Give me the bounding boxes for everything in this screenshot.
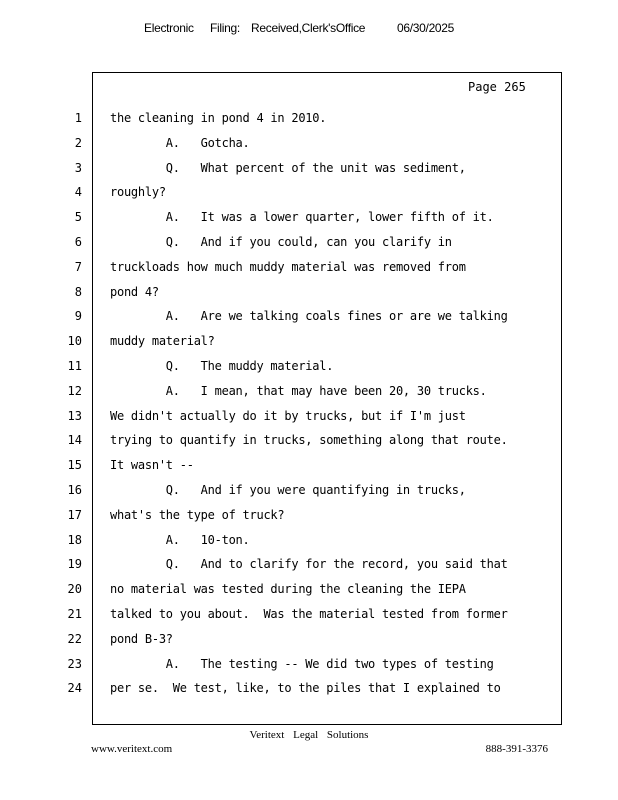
transcript-line: muddy material? [110,334,215,349]
transcript-line: We didn't actually do it by trucks, but if I'm just [110,408,466,423]
line-number: 16 [67,483,82,497]
transcript-line: Q. What percent of the unit was sediment, [110,160,466,175]
transcript-line: pond B-3? [110,631,173,646]
filing-label-received: Received,Clerk'sOffice [251,21,366,35]
line-number: 20 [67,582,82,597]
footer-website: www.veritext.com [91,743,173,755]
transcript-line: Q. And if you could, can you clarify in [110,235,452,249]
page-number: Page 265 [468,80,526,94]
transcript-line: Q. And if you were quantifying in trucks, [110,483,466,497]
transcript-line: A. 10-ton. [110,532,250,547]
line-number: 7 [74,259,82,274]
footer-phone: 888-391-3376 [485,743,548,755]
line-number: 13 [67,408,82,423]
line-number: 11 [67,359,82,373]
footer-company: Veritext Legal Solutions [249,729,369,741]
filing-label-electronic: Electronic [144,21,194,35]
transcript-line: roughly? [110,185,166,200]
line-number: 15 [67,458,82,473]
line-number: 12 [67,383,82,398]
transcript-line: A. Gotcha. [110,135,250,150]
line-number: 9 [74,309,82,324]
transcript-line: Q. The muddy material. [110,359,334,373]
line-number: 17 [67,507,82,522]
transcript-line: A. It was a lower quarter, lower fifth of it. [110,210,494,225]
line-number: 5 [74,210,82,225]
transcript-line: truckloads how much muddy material was removed from [110,259,466,274]
line-number: 22 [67,631,82,646]
transcript-line: It wasn't -- [110,458,194,473]
transcript-line: trying to quantify in trucks, something along that route. [110,433,508,448]
transcript-line: A. Are we talking coals fines or are we talking [110,309,508,324]
line-number: 10 [67,334,82,349]
transcript-line: A. I mean, that may have been 20, 30 trucks. [110,383,487,398]
line-number: 18 [67,532,82,547]
line-number: 4 [74,185,82,200]
transcript-line: per se. We test, like, to the piles that I explained to [110,681,501,696]
transcript-line: no material was tested during the cleaning the IEPA [110,582,466,597]
transcript-line: Q. And to clarify for the record, you said that [110,557,508,572]
line-number: 14 [67,433,82,448]
line-number: 19 [67,557,82,572]
transcript-line: A. The testing -- We did two types of testing [110,656,494,671]
line-number: 24 [67,681,82,696]
transcript-line: the cleaning in pond 4 in 2010. [110,111,327,125]
line-number: 1 [74,111,82,125]
line-number: 3 [74,160,82,175]
transcript-line: pond 4? [110,284,159,299]
line-number: 6 [74,235,82,249]
filing-date: 06/30/2025 [397,21,455,35]
transcript-line: talked to you about. Was the material tested from former [110,607,508,621]
filing-label-filing: Filing: [210,21,240,35]
line-number: 23 [67,656,82,671]
line-number: 21 [67,607,82,621]
transcript-line: what's the type of truck? [110,507,285,522]
line-number: 2 [74,135,82,150]
line-number: 8 [74,284,82,299]
